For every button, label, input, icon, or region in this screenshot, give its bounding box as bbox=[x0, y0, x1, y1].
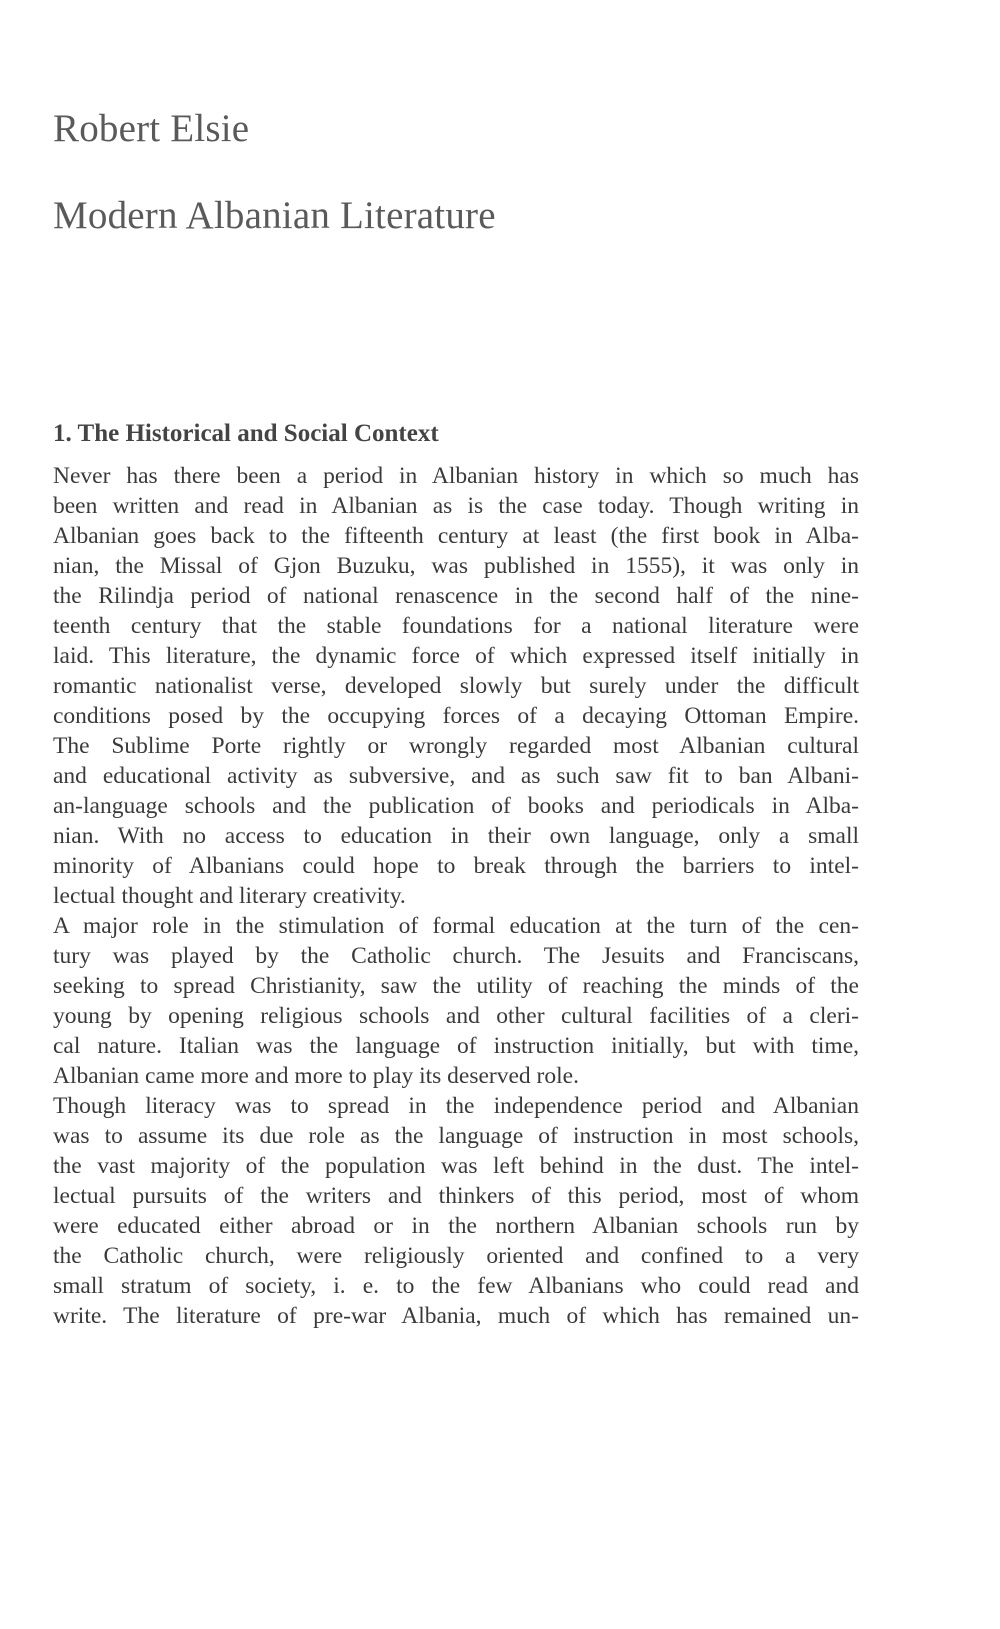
body-line: tury was played by the Catholic church. The Jesuits and Franciscans, bbox=[53, 943, 859, 969]
body-line: lectual thought and literary creativity. bbox=[53, 883, 406, 909]
body-line: romantic nationalist verse, developed slowly but surely under the difficult bbox=[53, 673, 859, 699]
body-line: were educated either abroad or in the northern Albanian schools run by bbox=[53, 1213, 859, 1239]
author-name: Robert Elsie bbox=[53, 107, 250, 150]
body-line: nian, the Missal of Gjon Buzuku, was published in 1555), it was only in bbox=[53, 553, 859, 579]
body-line: Never has there been a period in Albanian history in which so much has bbox=[53, 463, 859, 489]
body-line: write. The literature of pre-war Albania, much of which has remained un- bbox=[53, 1303, 859, 1329]
body-line: A major role in the stimulation of formal education at the turn of the cen- bbox=[53, 913, 859, 939]
body-line: been written and read in Albanian as is the case today. Though writing in bbox=[53, 493, 859, 519]
document-title: Modern Albanian Literature bbox=[53, 194, 496, 237]
body-line: Albanian came more and more to play its deserved role. bbox=[53, 1063, 579, 1089]
body-line: lectual pursuits of the writers and thinkers of this period, most of whom bbox=[53, 1183, 859, 1209]
body-line: an-language schools and the publication of books and periodicals in Alba- bbox=[53, 793, 859, 819]
body-line: young by opening religious schools and other cultural facilities of a cleri- bbox=[53, 1003, 859, 1029]
section-heading: 1. The Historical and Social Context bbox=[53, 420, 439, 447]
body-line: nian. With no access to education in their own language, only a small bbox=[53, 823, 859, 849]
body-line: teenth century that the stable foundations for a national literature were bbox=[53, 613, 859, 639]
body-line: cal nature. Italian was the language of instruction initially, but with time, bbox=[53, 1033, 859, 1059]
body-line: The Sublime Porte rightly or wrongly regarded most Albanian cultural bbox=[53, 733, 859, 759]
body-line: laid. This literature, the dynamic force of which expressed itself initially in bbox=[53, 643, 859, 669]
body-line: minority of Albanians could hope to break through the barriers to intel- bbox=[53, 853, 859, 879]
body-line: seeking to spread Christianity, saw the utility of reaching the minds of the bbox=[53, 973, 859, 999]
body-line: the vast majority of the population was left behind in the dust. The intel- bbox=[53, 1153, 859, 1179]
body-line: the Rilindja period of national renascence in the second half of the nine- bbox=[53, 583, 859, 609]
body-line: small stratum of society, i. e. to the few Albanians who could read and bbox=[53, 1273, 859, 1299]
body-line: conditions posed by the occupying forces of a decaying Ottoman Empire. bbox=[53, 703, 859, 729]
body-line: was to assume its due role as the language of instruction in most schools, bbox=[53, 1123, 859, 1149]
body-line: Albanian goes back to the fifteenth century at least (the first book in Alba- bbox=[53, 523, 859, 549]
body-line: and educational activity as subversive, and as such saw fit to ban Albani- bbox=[53, 763, 859, 789]
body-text bbox=[53, 461, 859, 1331]
body-line: the Catholic church, were religiously oriented and confined to a very bbox=[53, 1243, 859, 1269]
body-line: Though literacy was to spread in the independence period and Albanian bbox=[53, 1093, 859, 1119]
